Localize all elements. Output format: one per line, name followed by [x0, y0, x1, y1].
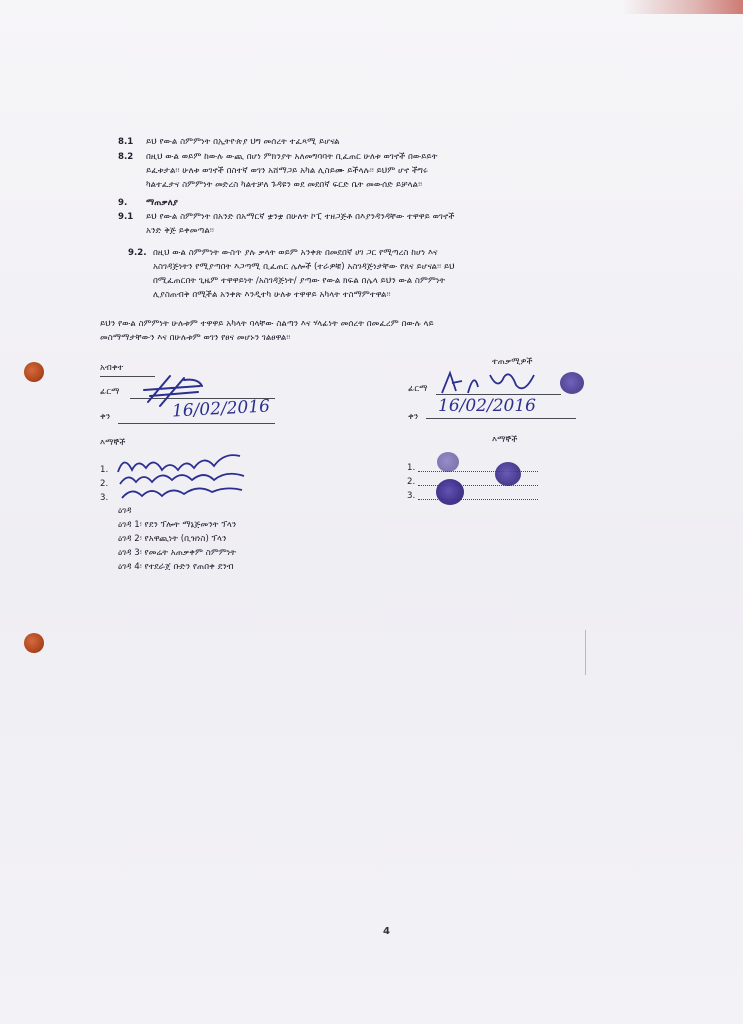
attachment-2: ዕገዳ 2፡ የአዋጪነት (ቢዝነስ) ፕላን	[118, 534, 227, 544]
left-party-title: አብቀተ	[100, 363, 124, 373]
section-9-2-line4: ሊያስጠብቅ በሚችል አንቀጽ እንዲተካ ሁለቱ ተዋዋይ አካላት ተስማምተዋል፡፡	[153, 290, 391, 300]
right-signature	[438, 367, 548, 397]
left-date-line	[118, 423, 275, 424]
section-8-2-number: 8.2	[118, 152, 134, 162]
attachment-1: ዕገዳ 1፡ የደን ፕሎት ማኔጅመንት ፕላን	[118, 520, 237, 530]
right-witnesses-title: እማኞች	[492, 435, 518, 445]
section-8-2-line2: ይፈቱታል፡፡ ሁለቱ ወገኖች በስተኛ ወገን አሸማጋይ አካል ሊስይሙ ይችላሉ፡፡ ይህም ሆኖ ችግሩ	[146, 166, 428, 176]
right-sign-label: ፊርማ	[408, 384, 428, 394]
left-witness-3-number: 3.	[100, 493, 109, 503]
section-8-1-text: ይህ የውል ስምምነት በኢትዮጵያ ህግ መሰረት ተፈጻሚ ይሆናል	[146, 137, 340, 147]
right-witness-3-number: 3.	[407, 491, 416, 501]
right-party-title: ተጠቃሚዎች	[492, 357, 533, 367]
attachment-4: ዕገዳ 4፡ የተደራጀ ቡድን የጠበቀ ደንብ	[118, 562, 234, 572]
section-9-2-line2: አስገዳጅነትን የሚያጣበት እጋጣሚ ቢፈጠር ሌሎች (ተራዎቹ) አስገዳጅነታቸው የጸና ይሆናል፡፡ ይህ	[153, 262, 455, 272]
right-date-handwritten: 16/02/2016	[438, 396, 536, 416]
section-9-1-line1: ይህ የውል ስምምነት በአንድ በአማርኛ ቋንቋ በሁለት ኮፒ ተዘጋጅቶ በእያንዳንዳቸው ተዋዋይ ወገኖች	[146, 212, 455, 222]
right-witness-2-line	[418, 485, 538, 486]
closing-line1: ይህን የውል ስምምነት ሁሉቱም ተዋዋይ አካላት ባላቸው ስልጣን እና ሃላፊነት መሰረት በመፈረም በውሉ ላይ	[100, 319, 434, 329]
left-date-handwritten: 16/02/2016	[171, 396, 271, 422]
right-witness-3-thumbprint	[436, 479, 464, 505]
closing-line2: መስማማታቸውን እና በሁሉቱም ወገን የፀና መሆኑን ገልፀዋል፡፡	[100, 333, 291, 343]
right-date-line	[426, 418, 576, 419]
right-witness-1-thumbprint	[437, 452, 459, 472]
attachments-title: ዕገዳ	[118, 506, 132, 516]
section-9-1-number: 9.1	[118, 212, 134, 222]
left-witness-1-number: 1.	[100, 465, 109, 475]
left-witness-signatures	[114, 448, 254, 504]
left-witness-2-number: 2.	[100, 479, 109, 489]
attachment-3: ዕገዳ 3፡ የመሬት አጠቃቀም ስምምነት	[118, 548, 237, 558]
left-witnesses-title: እማኞች	[100, 438, 126, 448]
right-witness-1-number: 1.	[407, 463, 416, 473]
section-9-2-line3: በሚፈጠርበት ጊዜም ተዋዋይነት /አስገዳጅነት/ ያጣው የውል ክፍል በሌላ ይህን ውል ስምምነት	[153, 276, 446, 286]
section-9-heading: ማጠቃለያ	[146, 198, 178, 208]
section-9-number: 9.	[118, 198, 128, 208]
section-9-1-line2: አንድ ቅጅ ይቀመጣል፡፡	[146, 226, 214, 236]
right-witness-3-line	[418, 499, 538, 500]
right-sign-stamp	[560, 372, 584, 394]
section-8-1-number: 8.1	[118, 137, 134, 147]
page-number: 4	[383, 926, 390, 937]
left-date-label: ቀን	[100, 412, 111, 422]
right-witness-2-thumbprint	[495, 462, 521, 486]
section-8-2-line3: ካልተፈታና ስምምነት መድረስ ካልተቻለ ጉዳዩን ወደ መደበኛ ፍርድ ቤት መውሰድ ይቻላል፡፡	[146, 180, 423, 190]
section-9-2-number: 9.2.	[128, 248, 147, 258]
section-9-2-line1: በዚህ ውል ስምምነት ውስጥ ያሉ ቃላት ወይም አንቀጽ በመደበኛ ሀገ ጋር የሚጣረስ ከሆነ እና	[153, 248, 438, 258]
left-sign-label: ፊርማ	[100, 387, 120, 397]
right-witness-2-number: 2.	[407, 477, 416, 487]
section-8-2-line1: በዚህ ውል ወይም ከውሉ ውጪ በሆነ ምክንያት አለመግባባት ቢፈጠር ሁለቱ ወገኖች በውይይት	[146, 152, 438, 162]
right-date-label: ቀን	[408, 412, 419, 422]
